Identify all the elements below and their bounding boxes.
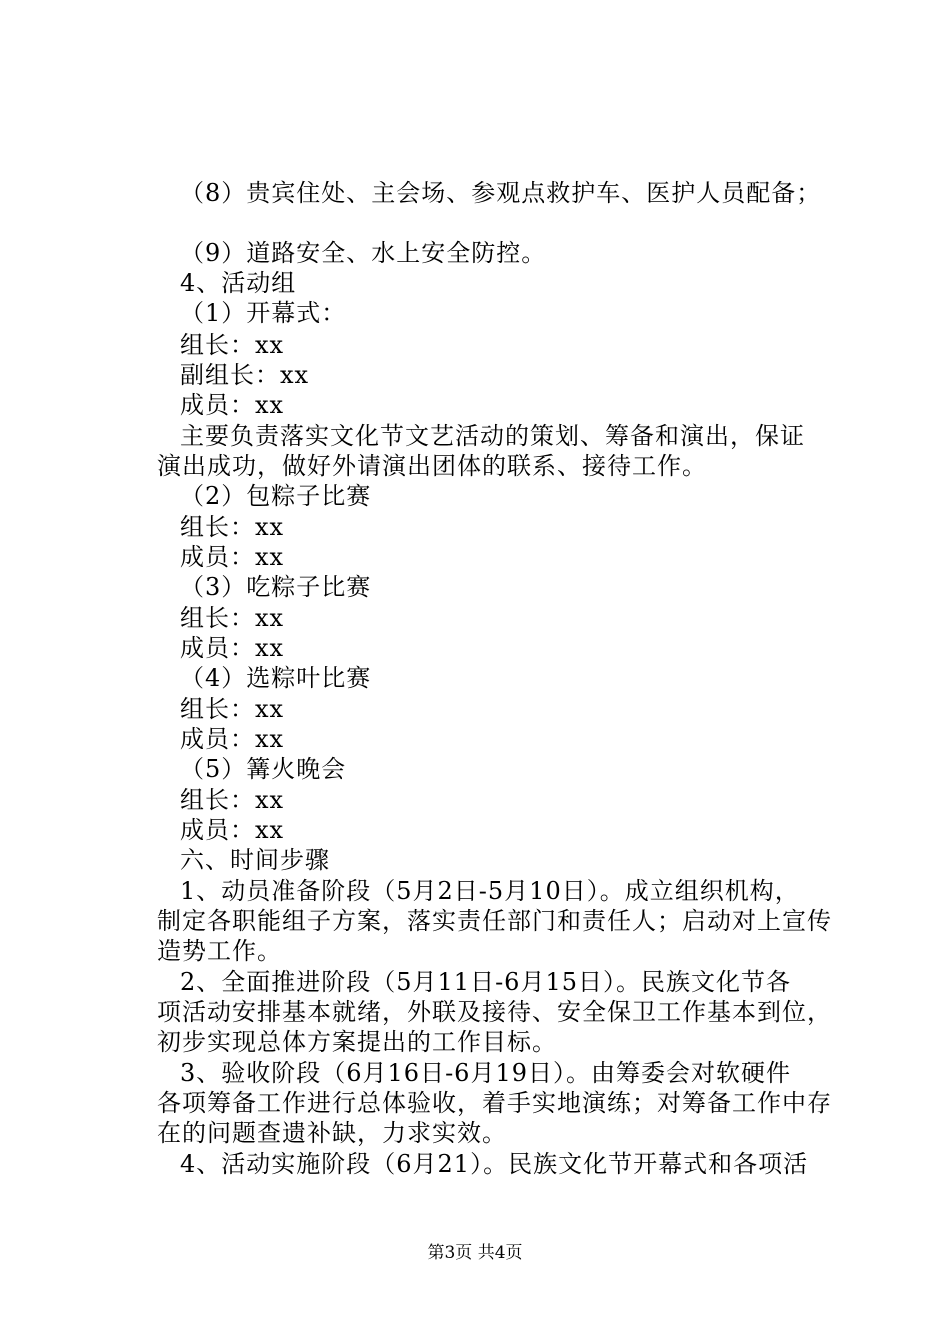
paragraph-line-2: 项活动安排基本就绪，外联及接待、安全保卫工作基本到位， [157, 998, 832, 1026]
subheading-zongzi-wrapping: （2）包粽子比赛 [180, 482, 372, 510]
text-line-group-leader: 组长：xx [180, 604, 285, 632]
paragraph-line-1: 4、活动实施阶段（6月21）。民族文化节开幕式和各项活 [180, 1150, 809, 1178]
text-line-group-leader: 组长：xx [180, 695, 285, 723]
text-line-2: （9）道路安全、水上安全防控。 [180, 239, 547, 267]
text-line-members: 成员：xx [180, 634, 285, 662]
subheading-leaf-selection: （4）选粽叶比赛 [180, 664, 372, 692]
text-line-group-leader: 组长：xx [180, 513, 285, 541]
section-heading-activity-group: 4、活动组 [180, 269, 297, 297]
text-line-deputy-leader: 副组长：xx [180, 361, 310, 389]
paragraph-line-1: 2、全面推进阶段（5月11日-6月15日）。民族文化节各 [180, 968, 791, 996]
paragraph-line-1: 1、动员准备阶段（5月2日-5月10日）。成立组织机构， [180, 877, 800, 905]
paragraph-line-1: 3、验收阶段（6月16日-6月19日）。由筹委会对软硬件 [180, 1059, 791, 1087]
subheading-zongzi-eating: （3）吃粽子比赛 [180, 573, 372, 601]
paragraph-line-3: 造势工作。 [157, 937, 282, 965]
text-line-group-leader: 组长：xx [180, 331, 285, 359]
subheading-bonfire-party: （5）篝火晚会 [180, 755, 347, 783]
text-line-members: 成员：xx [180, 391, 285, 419]
subheading-opening-ceremony: （1）开幕式： [180, 299, 347, 327]
paragraph-line-2: 演出成功，做好外请演出团体的联系、接待工作。 [157, 452, 707, 480]
text-line-group-leader: 组长：xx [180, 786, 285, 814]
text-line-1: （8）贵宾住处、主会场、参观点救护车、医护人员配备； [180, 179, 822, 207]
paragraph-line-2: 制定各职能组子方案，落实责任部门和责任人；启动对上宣传 [157, 907, 832, 935]
text-line-members: 成员：xx [180, 543, 285, 571]
page-number-footer: 第3页 共4页 [427, 1243, 523, 1263]
section-heading-time-steps: 六、时间步骤 [180, 846, 330, 874]
paragraph-line-1: 主要负责落实文化节文艺活动的策划、筹备和演出，保证 [180, 422, 805, 450]
text-line-members: 成员：xx [180, 816, 285, 844]
paragraph-line-3: 初步实现总体方案提出的工作目标。 [157, 1028, 557, 1056]
paragraph-line-2: 各项筹备工作进行总体验收，着手实地演练；对筹备工作中存 [157, 1089, 832, 1117]
text-line-members: 成员：xx [180, 725, 285, 753]
paragraph-line-3: 在的问题查遗补缺，力求实效。 [157, 1119, 507, 1147]
